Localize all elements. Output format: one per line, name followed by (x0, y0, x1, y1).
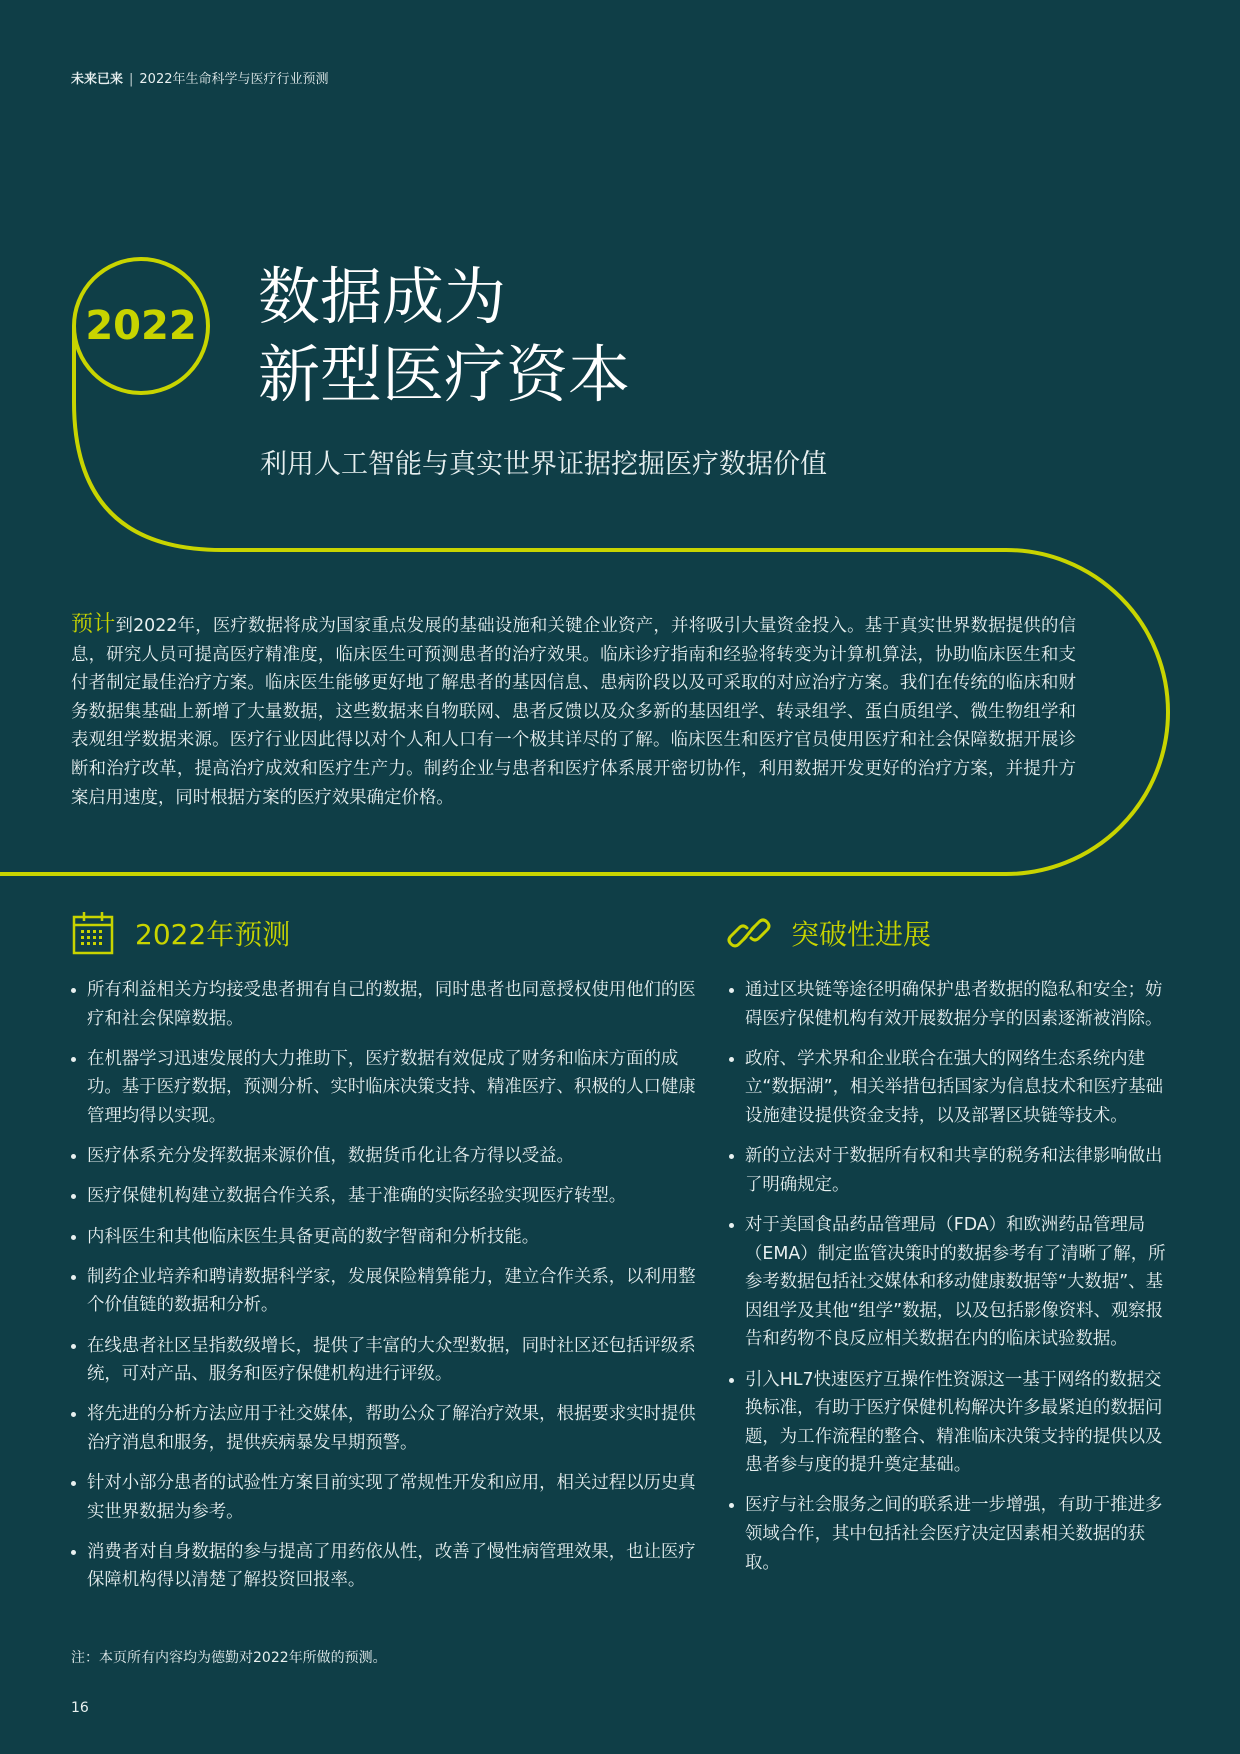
year-badge: 2022 (85, 303, 197, 349)
list-item: 在线患者社区呈指数级增长，提供了丰富的大众型数据，同时社区还包括评级系统，可对产品、服务和医疗保健机构进行评级。 (71, 1332, 701, 1389)
page-title (258, 258, 630, 414)
list-item: 新的立法对于数据所有权和共享的税务和法律影响做出了明确规定。 (729, 1142, 1169, 1199)
list-item: 对于美国食品药品管理局（FDA）和欧洲药品管理局（EMA）制定监管决策时的数据参考有了清晰了解，所参考数据包括社交媒体和移动健康数据等“大数据”、基因组学及其他“组学”数据，以及包括影像资料、观察报告和药物不良反应相关数据在内的临床试验数据。 (729, 1211, 1169, 1354)
intro-text: 到2022年，医疗数据将成为国家重点发展的基础设施和关键企业资产，并将吸引大量资金投入。基于真实世界数据提供的信息，研究人员可提高医疗精准度，临床医生可预测患者的治疗效果。临床诊疗指南和经验将转变为计算机算法，协助临床医生和支付者制定最佳治疗方案。临床医生能够更好地了解患者的基因信息、患病阶段以及可采取的对应治疗方案。我们在传统的临床和财务数据集基础上新增了大量数据，这些数据来自物联网、患者反馈以及众多新的基因组学、转录组学、蛋白质组学、微生物组学和表观组学数据来源。医疗行业因此得以对个人和人口有一个极其详尽的了解。临床医生和医疗官员使用医疗和社会保障数据开展诊断和治疗改革，提高治疗成效和医疗生产力。制药企业与患者和医疗体系展开密切协作，利用数据开发更好的治疗方案，并提升方案启用速度，同时根据方案的医疗效果确定价格。 (71, 616, 1076, 808)
header-brand: 未来已来 (71, 72, 124, 87)
title-line-2: 新型医疗资本 (258, 338, 631, 411)
list-item: 内科医生和其他临床医生具备更高的数字智商和分析技能。 (71, 1223, 701, 1252)
list-item: 引入HL7快速医疗互操作性资源这一基于网络的数据交换标准，有助于医疗保健机构解决许多最紧迫的数据问题，为工作流程的整合、精准临床决策支持的提供以及患者参与度的提升奠定基础。 (729, 1366, 1169, 1480)
predictions-title: 2022年预测 (135, 918, 291, 951)
list-item: 政府、学术界和企业联合在强大的网络生态系统内建立“数据湖”，相关举措包括国家为信息技术和医疗基础设施建设提供资金支持，以及部署区块链等技术。 (729, 1045, 1169, 1131)
page-number: 16 (71, 1700, 89, 1716)
list-item: 医疗保健机构建立数据合作关系，基于准确的实际经验实现医疗转型。 (71, 1182, 701, 1211)
header-separator: | (129, 72, 134, 87)
predictions-heading (71, 910, 290, 956)
breakthroughs-list (729, 976, 1169, 1589)
list-item: 消费者对自身数据的参与提高了用药依从性，改善了慢性病管理效果，也让医疗保障机构得以清楚了解投资回报率。 (71, 1538, 701, 1595)
calendar-icon (71, 910, 115, 956)
list-item: 医疗体系充分发挥数据来源价值，数据货币化让各方得以受益。 (71, 1142, 701, 1171)
list-item: 将先进的分析方法应用于社交媒体，帮助公众了解治疗效果，根据要求实时提供治疗消息和服务，提供疾病暴发早期预警。 (71, 1400, 701, 1457)
intro-lead-word: 预计 (71, 612, 116, 637)
list-item: 通过区块链等途径明确保护患者数据的隐私和安全；妨碍医疗保健机构有效开展数据分享的因素逐渐被消除。 (729, 976, 1169, 1033)
list-item: 所有利益相关方均接受患者拥有自己的数据，同时患者也同意授权使用他们的医疗和社会保障数据。 (71, 976, 701, 1033)
intro-paragraph (71, 611, 1076, 812)
list-item: 针对小部分患者的试验性方案目前实现了常规性开发和应用，相关过程以历史真实世界数据为参考。 (71, 1469, 701, 1526)
breakthroughs-title: 突破性进展 (791, 918, 932, 951)
running-header (71, 68, 329, 87)
header-subtitle: 2022年生命科学与医疗行业预测 (139, 72, 329, 87)
footnote: 注：本页所有内容均为德勤对2022年所做的预测。 (71, 1650, 387, 1666)
link-icon (727, 910, 771, 956)
page-subtitle: 利用人工智能与真实世界证据挖掘医疗数据价值 (260, 449, 827, 480)
list-item: 制药企业培养和聘请数据科学家，发展保险精算能力，建立合作关系，以利用整个价值链的数据和分析。 (71, 1263, 701, 1320)
predictions-list (71, 976, 701, 1607)
breakthroughs-heading (727, 910, 931, 956)
list-item: 医疗与社会服务之间的联系进一步增强，有助于推进多领域合作，其中包括社会医疗决定因素相关数据的获取。 (729, 1491, 1169, 1577)
list-item: 在机器学习迅速发展的大力推助下，医疗数据有效促成了财务和临床方面的成功。基于医疗数据，预测分析、实时临床决策支持、精准医疗、积极的人口健康管理均得以实现。 (71, 1045, 701, 1131)
title-line-1: 数据成为 (258, 260, 507, 333)
